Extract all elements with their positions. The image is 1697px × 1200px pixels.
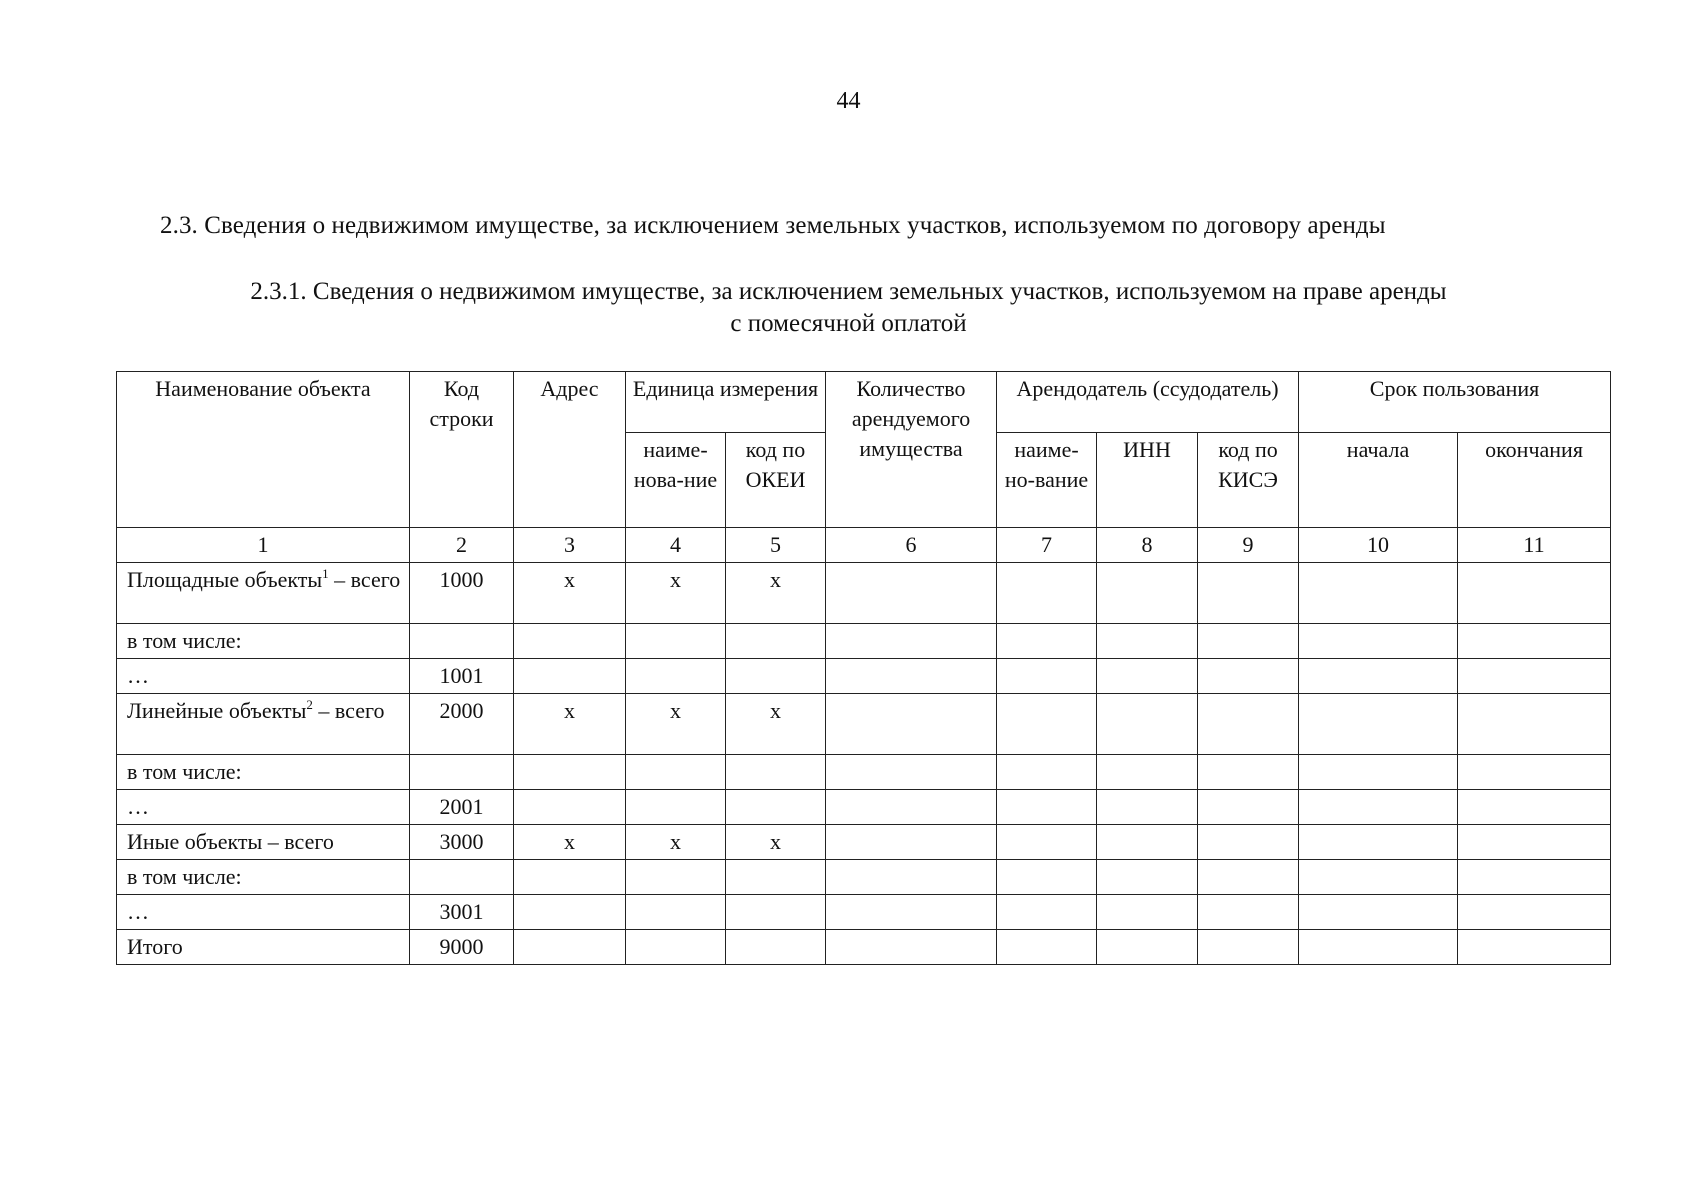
row-name-cell — [117, 895, 410, 930]
column-number-row — [117, 528, 1611, 563]
empty-cell — [826, 790, 997, 825]
column-number: 1 — [117, 528, 410, 563]
row-mark — [726, 895, 826, 930]
row-mark — [726, 790, 826, 825]
empty-cell — [1458, 895, 1611, 930]
empty-cell — [997, 694, 1097, 755]
row-mark — [626, 860, 726, 895]
empty-cell — [1299, 755, 1458, 790]
row-mark: x — [514, 825, 626, 860]
row-code — [410, 755, 514, 790]
empty-cell — [826, 694, 997, 755]
row-name: в том числе: — [127, 628, 242, 653]
row-mark — [626, 930, 726, 965]
empty-cell — [1198, 659, 1299, 694]
table-row — [117, 790, 1611, 825]
row-code: 3001 — [410, 895, 514, 930]
empty-cell — [1299, 659, 1458, 694]
row-mark: x — [626, 694, 726, 755]
header-lessor-kise: код по КИСЭ — [1198, 433, 1299, 528]
row-mark — [514, 860, 626, 895]
header-lessor-name: наиме-но-вание — [997, 433, 1097, 528]
table-row — [117, 930, 1611, 965]
row-code — [410, 624, 514, 659]
empty-cell — [1097, 624, 1198, 659]
header-period-start: начала — [1299, 433, 1458, 528]
empty-cell — [997, 930, 1097, 965]
footnote-marker: 2 — [306, 697, 313, 712]
header-period: Срок пользования — [1299, 372, 1611, 433]
table-row — [117, 563, 1611, 624]
empty-cell — [997, 659, 1097, 694]
empty-cell — [997, 755, 1097, 790]
table-row — [117, 860, 1611, 895]
row-name: Линейные объекты — [127, 698, 307, 723]
row-name-cell — [117, 755, 410, 790]
empty-cell — [1198, 624, 1299, 659]
row-code — [410, 860, 514, 895]
row-mark — [514, 790, 626, 825]
empty-cell — [1097, 694, 1198, 755]
row-name-suffix: – всего — [312, 698, 385, 723]
empty-cell — [1299, 825, 1458, 860]
row-name: … — [127, 663, 149, 688]
row-name-cell — [117, 659, 410, 694]
column-number: 2 — [410, 528, 514, 563]
empty-cell — [826, 624, 997, 659]
empty-cell — [1458, 930, 1611, 965]
header-lessor: Арендодатель (ссудодатель) — [997, 372, 1299, 433]
header-quantity: Количество арендуемого имущества — [826, 372, 997, 528]
table-row — [117, 694, 1611, 755]
row-mark: x — [626, 563, 726, 624]
column-number: 5 — [726, 528, 826, 563]
empty-cell — [826, 755, 997, 790]
row-mark: x — [514, 563, 626, 624]
empty-cell — [1097, 930, 1198, 965]
row-name: в том числе: — [127, 864, 242, 889]
empty-cell — [1299, 563, 1458, 624]
row-name: Площадные объекты — [127, 567, 323, 592]
subsection-heading — [0, 276, 1697, 340]
page-number: 44 — [836, 88, 861, 114]
empty-cell — [997, 895, 1097, 930]
row-mark: x — [726, 694, 826, 755]
row-mark — [514, 659, 626, 694]
empty-cell — [826, 895, 997, 930]
column-number: 7 — [997, 528, 1097, 563]
footnote-marker: 1 — [322, 566, 329, 581]
empty-cell — [1198, 825, 1299, 860]
row-code: 1000 — [410, 563, 514, 624]
empty-cell — [1458, 659, 1611, 694]
empty-cell — [1097, 860, 1198, 895]
header-period-end: окончания — [1458, 433, 1611, 528]
row-name-cell — [117, 694, 410, 755]
row-code: 3000 — [410, 825, 514, 860]
header-code: Код строки — [410, 372, 514, 528]
empty-cell — [997, 624, 1097, 659]
empty-cell — [997, 790, 1097, 825]
row-mark — [726, 860, 826, 895]
header-lessor-inn: ИНН — [1097, 433, 1198, 528]
column-number: 3 — [514, 528, 626, 563]
column-number: 6 — [826, 528, 997, 563]
row-name: … — [127, 794, 149, 819]
row-code: 2000 — [410, 694, 514, 755]
table-row — [117, 895, 1611, 930]
empty-cell — [1198, 860, 1299, 895]
empty-cell — [1299, 790, 1458, 825]
empty-cell — [1458, 790, 1611, 825]
section-heading: 2.3. Сведения о недвижимом имуществе, за исключением земельных участков, используемом по договору аренды — [160, 212, 1386, 239]
empty-cell — [1458, 694, 1611, 755]
row-mark — [726, 624, 826, 659]
row-name: … — [127, 899, 149, 924]
empty-cell — [1458, 624, 1611, 659]
row-mark — [626, 755, 726, 790]
empty-cell — [1097, 563, 1198, 624]
row-mark — [514, 895, 626, 930]
header-address: Адрес — [514, 372, 626, 528]
empty-cell — [826, 930, 997, 965]
header-unit-okei: код по ОКЕИ — [726, 433, 826, 528]
empty-cell — [826, 825, 997, 860]
row-mark — [726, 930, 826, 965]
row-name-cell — [117, 790, 410, 825]
row-mark — [726, 659, 826, 694]
empty-cell — [1198, 930, 1299, 965]
empty-cell — [1299, 694, 1458, 755]
header-name: Наименование объекта — [117, 372, 410, 528]
empty-cell — [1458, 825, 1611, 860]
empty-cell — [1299, 624, 1458, 659]
empty-cell — [826, 860, 997, 895]
empty-cell — [997, 563, 1097, 624]
row-mark — [514, 930, 626, 965]
row-mark — [626, 895, 726, 930]
column-number: 11 — [1458, 528, 1611, 563]
table-row — [117, 659, 1611, 694]
empty-cell — [1097, 825, 1198, 860]
row-mark — [626, 659, 726, 694]
empty-cell — [1458, 860, 1611, 895]
row-mark — [626, 624, 726, 659]
row-mark: x — [726, 825, 826, 860]
empty-cell — [1299, 860, 1458, 895]
empty-cell — [1198, 755, 1299, 790]
row-code: 1001 — [410, 659, 514, 694]
row-name-cell — [117, 825, 410, 860]
row-name-cell — [117, 930, 410, 965]
row-mark: x — [726, 563, 826, 624]
row-name-cell — [117, 860, 410, 895]
empty-cell — [1097, 895, 1198, 930]
header-unit-name: наиме-нова-ние — [626, 433, 726, 528]
row-name-suffix: – всего — [328, 567, 401, 592]
row-mark: x — [626, 825, 726, 860]
empty-cell — [1198, 790, 1299, 825]
row-mark — [514, 755, 626, 790]
empty-cell — [1097, 790, 1198, 825]
row-name: в том числе: — [127, 759, 242, 784]
row-mark — [626, 790, 726, 825]
row-code: 2001 — [410, 790, 514, 825]
empty-cell — [997, 860, 1097, 895]
column-number: 4 — [626, 528, 726, 563]
subsection-heading-line-2: с помесячной оплатой — [730, 310, 967, 337]
row-code: 9000 — [410, 930, 514, 965]
subsection-heading-line-1: 2.3.1. Сведения о недвижимом имуществе, за исключением земельных участков, используемом на праве аренды — [250, 278, 1447, 305]
row-name: Итого — [127, 934, 183, 959]
column-number: 9 — [1198, 528, 1299, 563]
row-name-cell — [117, 563, 410, 624]
lease-property-table — [116, 371, 1611, 965]
empty-cell — [1458, 755, 1611, 790]
empty-cell — [1198, 563, 1299, 624]
empty-cell — [826, 659, 997, 694]
row-mark: x — [514, 694, 626, 755]
header-unit: Единица измерения — [626, 372, 826, 433]
table-row — [117, 825, 1611, 860]
table-row — [117, 624, 1611, 659]
empty-cell — [1299, 895, 1458, 930]
empty-cell — [1198, 895, 1299, 930]
empty-cell — [997, 825, 1097, 860]
empty-cell — [1299, 930, 1458, 965]
row-name: Иные объекты – всего — [127, 829, 334, 854]
row-name-cell — [117, 624, 410, 659]
column-number: 8 — [1097, 528, 1198, 563]
empty-cell — [1097, 659, 1198, 694]
row-mark — [514, 624, 626, 659]
empty-cell — [826, 563, 997, 624]
empty-cell — [1458, 563, 1611, 624]
row-mark — [726, 755, 826, 790]
empty-cell — [1097, 755, 1198, 790]
table-row — [117, 755, 1611, 790]
empty-cell — [1198, 694, 1299, 755]
column-number: 10 — [1299, 528, 1458, 563]
